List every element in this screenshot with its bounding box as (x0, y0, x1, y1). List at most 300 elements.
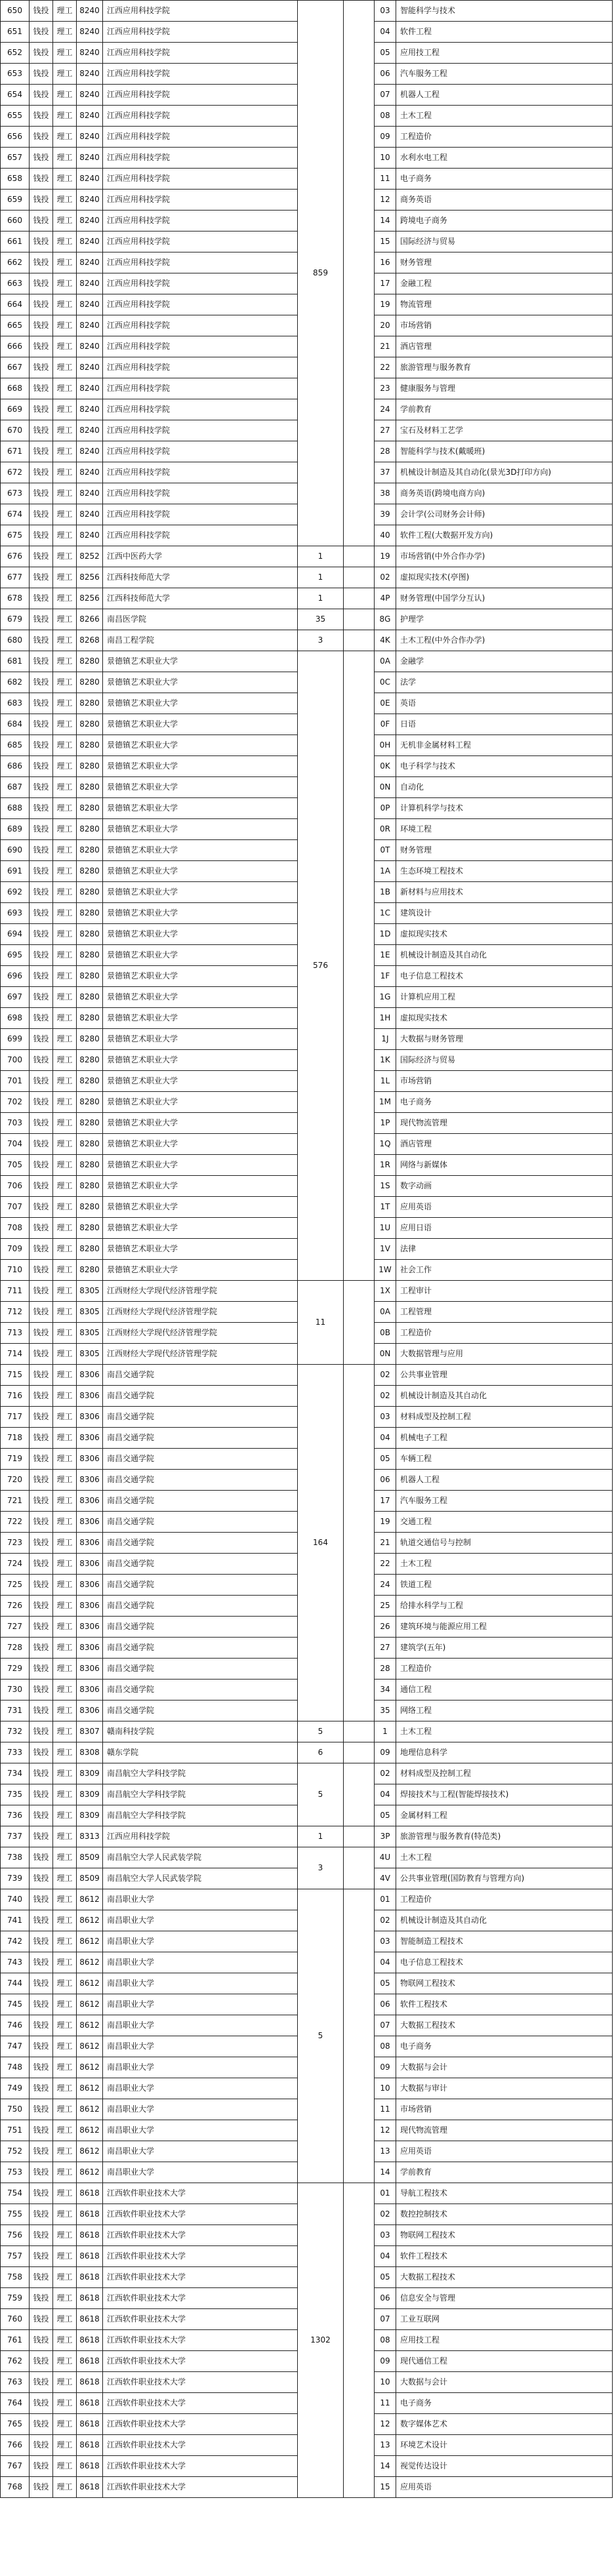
seq-cell: 697 (1, 987, 30, 1008)
major-name-cell: 法学 (396, 672, 613, 693)
seq-cell: 729 (1, 1659, 30, 1680)
school-name-cell: 江西应用科技学院 (103, 294, 298, 315)
category-cell: 理工 (53, 2330, 77, 2351)
category-cell: 理工 (53, 127, 77, 148)
school-name-cell: 江西应用科技学院 (103, 106, 298, 127)
seq-cell: 664 (1, 294, 30, 315)
category-cell: 理工 (53, 567, 77, 588)
batch-cell: 钱投 (30, 294, 53, 315)
seq-cell: 660 (1, 211, 30, 231)
batch-cell: 钱投 (30, 1638, 53, 1659)
school-code-cell: 8618 (77, 2456, 103, 2477)
major-code-cell: 20 (375, 315, 396, 336)
batch-cell: 钱投 (30, 504, 53, 525)
category-cell: 理工 (53, 1910, 77, 1931)
table-row (1, 630, 613, 651)
category-cell: 理工 (53, 1973, 77, 1994)
school-name-cell: 南昌交通学院 (103, 1512, 298, 1533)
category-cell: 理工 (53, 1826, 77, 1847)
category-cell: 理工 (53, 441, 77, 462)
batch-cell: 钱投 (30, 2435, 53, 2456)
plan-count-cell: 5 (298, 1889, 344, 2183)
major-name-cell: 虚拟现实技术 (396, 924, 613, 945)
category-cell: 理工 (53, 2099, 77, 2120)
category-cell: 理工 (53, 1763, 77, 1784)
school-name-cell: 南昌交通学院 (103, 1428, 298, 1449)
seq-cell: 743 (1, 1952, 30, 1973)
major-name-cell: 日语 (396, 714, 613, 735)
batch-cell: 钱投 (30, 252, 53, 273)
school-code-cell: 8240 (77, 336, 103, 357)
major-code-cell: 03 (375, 2225, 396, 2246)
school-code-cell: 8612 (77, 1973, 103, 1994)
major-name-cell: 健康服务与管理 (396, 378, 613, 399)
batch-cell: 钱投 (30, 1029, 53, 1050)
school-code-cell: 8280 (77, 651, 103, 672)
plan-count-extra-cell (344, 567, 375, 588)
major-name-cell: 工程管理 (396, 1302, 613, 1323)
school-name-cell: 江西软件职业技术大学 (103, 2309, 298, 2330)
seq-cell: 765 (1, 2414, 30, 2435)
school-name-cell: 南昌职业大学 (103, 2078, 298, 2099)
seq-cell: 698 (1, 1008, 30, 1029)
school-name-cell: 南昌航空大学科技学院 (103, 1784, 298, 1805)
table-row (1, 1763, 613, 1784)
major-code-cell: 19 (375, 294, 396, 315)
category-cell: 理工 (53, 1428, 77, 1449)
school-name-cell: 景德镇艺术职业大学 (103, 882, 298, 903)
batch-cell: 钱投 (30, 1, 53, 22)
category-cell: 理工 (53, 231, 77, 252)
category-cell: 理工 (53, 2288, 77, 2309)
category-cell: 理工 (53, 882, 77, 903)
school-code-cell: 8240 (77, 357, 103, 378)
plan-count-extra-cell (344, 1721, 375, 1742)
seq-cell: 761 (1, 2330, 30, 2351)
category-cell: 理工 (53, 336, 77, 357)
major-code-cell: 14 (375, 2456, 396, 2477)
seq-cell: 736 (1, 1805, 30, 1826)
batch-cell: 钱投 (30, 1134, 53, 1155)
category-cell: 理工 (53, 504, 77, 525)
major-name-cell: 大数据工程技术 (396, 2015, 613, 2036)
plan-count-cell: 1 (298, 588, 344, 609)
major-name-cell: 护理学 (396, 609, 613, 630)
major-name-cell: 土木工程 (396, 106, 613, 127)
batch-cell: 钱投 (30, 1449, 53, 1470)
school-name-cell: 南昌航空大学人民武装学院 (103, 1847, 298, 1868)
school-code-cell: 8240 (77, 273, 103, 294)
major-code-cell: 06 (375, 2288, 396, 2309)
school-code-cell: 8618 (77, 2267, 103, 2288)
seq-cell: 739 (1, 1868, 30, 1889)
category-cell: 理工 (53, 1596, 77, 1617)
plan-count-cell: 11 (298, 1281, 344, 1365)
major-code-cell: 11 (375, 169, 396, 190)
seq-cell: 710 (1, 1260, 30, 1281)
category-cell: 理工 (53, 315, 77, 336)
major-code-cell: 0C (375, 672, 396, 693)
major-name-cell: 虚拟现实技术 (396, 1008, 613, 1029)
school-code-cell: 8612 (77, 2015, 103, 2036)
major-name-cell: 应用日语 (396, 1218, 613, 1239)
major-name-cell: 焊接技术与工程(智能焊接技术) (396, 1784, 613, 1805)
batch-cell: 钱投 (30, 2477, 53, 2498)
seq-cell: 667 (1, 357, 30, 378)
school-code-cell: 8280 (77, 798, 103, 819)
table-row (1, 1889, 613, 1910)
batch-cell: 钱投 (30, 882, 53, 903)
category-cell: 理工 (53, 2267, 77, 2288)
category-cell: 理工 (53, 1952, 77, 1973)
major-code-cell: 1W (375, 1260, 396, 1281)
batch-cell: 钱投 (30, 2393, 53, 2414)
major-code-cell: 1S (375, 1176, 396, 1197)
batch-cell: 钱投 (30, 903, 53, 924)
category-cell: 理工 (53, 924, 77, 945)
major-code-cell: 22 (375, 357, 396, 378)
school-name-cell: 江西应用科技学院 (103, 43, 298, 64)
batch-cell: 钱投 (30, 1365, 53, 1386)
batch-cell: 钱投 (30, 2372, 53, 2393)
category-cell: 理工 (53, 22, 77, 43)
major-name-cell: 电子商务 (396, 2036, 613, 2057)
category-cell: 理工 (53, 2015, 77, 2036)
major-code-cell: 27 (375, 420, 396, 441)
category-cell: 理工 (53, 1155, 77, 1176)
seq-cell: 655 (1, 106, 30, 127)
major-name-cell: 电子信息工程技术 (396, 966, 613, 987)
school-code-cell: 8612 (77, 1889, 103, 1910)
major-code-cell: 01 (375, 1889, 396, 1910)
school-name-cell: 江西软件职业技术大学 (103, 2183, 298, 2204)
seq-cell: 672 (1, 462, 30, 483)
major-code-cell: 02 (375, 2204, 396, 2225)
major-code-cell: 0A (375, 651, 396, 672)
category-cell: 理工 (53, 1701, 77, 1721)
batch-cell: 钱投 (30, 1701, 53, 1721)
major-name-cell: 市场营销 (396, 1071, 613, 1092)
major-code-cell: 15 (375, 231, 396, 252)
major-name-cell: 金属材料工程 (396, 1805, 613, 1826)
school-name-cell: 南昌交通学院 (103, 1386, 298, 1407)
school-code-cell: 8240 (77, 106, 103, 127)
category-cell: 理工 (53, 1050, 77, 1071)
seq-cell: 661 (1, 231, 30, 252)
school-name-cell: 江西应用科技学院 (103, 252, 298, 273)
school-code-cell: 8280 (77, 1071, 103, 1092)
seq-cell: 682 (1, 672, 30, 693)
table-row (1, 2183, 613, 2204)
school-name-cell: 江西软件职业技术大学 (103, 2414, 298, 2435)
major-code-cell: 27 (375, 1638, 396, 1659)
batch-cell: 钱投 (30, 2330, 53, 2351)
school-code-cell: 8280 (77, 1260, 103, 1281)
major-name-cell: 应用技工程 (396, 43, 613, 64)
major-code-cell: 0N (375, 1344, 396, 1365)
major-code-cell: 04 (375, 2246, 396, 2267)
table-row (1, 651, 613, 672)
seq-cell: 754 (1, 2183, 30, 2204)
table-row (1, 1742, 613, 1763)
seq-cell: 687 (1, 777, 30, 798)
batch-cell: 钱投 (30, 2057, 53, 2078)
school-name-cell: 景德镇艺术职业大学 (103, 1260, 298, 1281)
category-cell: 理工 (53, 2141, 77, 2162)
seq-cell: 688 (1, 798, 30, 819)
major-code-cell: 0E (375, 693, 396, 714)
major-code-cell: 35 (375, 1701, 396, 1721)
table-row (1, 1365, 613, 1386)
category-cell: 理工 (53, 693, 77, 714)
seq-cell: 656 (1, 127, 30, 148)
school-code-cell: 8280 (77, 714, 103, 735)
seq-cell: 693 (1, 903, 30, 924)
batch-cell: 钱投 (30, 1155, 53, 1176)
batch-cell: 钱投 (30, 609, 53, 630)
school-code-cell: 8240 (77, 525, 103, 546)
plan-count-cell: 5 (298, 1763, 344, 1826)
school-code-cell: 8612 (77, 2099, 103, 2120)
major-code-cell: 0N (375, 777, 396, 798)
category-cell: 理工 (53, 1302, 77, 1323)
school-name-cell: 景德镇艺术职业大学 (103, 1155, 298, 1176)
major-name-cell: 学前教育 (396, 399, 613, 420)
major-code-cell: 0F (375, 714, 396, 735)
major-code-cell: 14 (375, 211, 396, 231)
major-code-cell: 01 (375, 2183, 396, 2204)
school-name-cell: 景德镇艺术职业大学 (103, 987, 298, 1008)
batch-cell: 钱投 (30, 1092, 53, 1113)
major-name-cell: 软件工程 (396, 22, 613, 43)
plan-count-extra-cell (344, 1826, 375, 1847)
batch-cell: 钱投 (30, 924, 53, 945)
batch-cell: 钱投 (30, 2120, 53, 2141)
batch-cell: 钱投 (30, 588, 53, 609)
seq-cell: 756 (1, 2225, 30, 2246)
school-name-cell: 景德镇艺术职业大学 (103, 819, 298, 840)
major-code-cell: 1H (375, 1008, 396, 1029)
seq-cell: 673 (1, 483, 30, 504)
school-code-cell: 8612 (77, 1952, 103, 1973)
category-cell: 理工 (53, 1512, 77, 1533)
major-name-cell: 土木工程 (396, 1554, 613, 1575)
category-cell: 理工 (53, 756, 77, 777)
seq-cell: 709 (1, 1239, 30, 1260)
batch-cell: 钱投 (30, 735, 53, 756)
plan-count-cell: 1302 (298, 2183, 344, 2498)
seq-cell: 659 (1, 190, 30, 211)
seq-cell: 674 (1, 504, 30, 525)
major-name-cell: 物联网工程技术 (396, 2225, 613, 2246)
school-code-cell: 8618 (77, 2204, 103, 2225)
school-code-cell: 8618 (77, 2225, 103, 2246)
major-name-cell: 大数据与会计 (396, 2057, 613, 2078)
batch-cell: 钱投 (30, 2225, 53, 2246)
major-code-cell: 26 (375, 1617, 396, 1638)
major-name-cell: 公共事业管理 (396, 1365, 613, 1386)
school-code-cell: 8256 (77, 588, 103, 609)
seq-cell: 690 (1, 840, 30, 861)
batch-cell: 钱投 (30, 1281, 53, 1302)
major-name-cell: 建筑学(五年) (396, 1638, 613, 1659)
plan-count-extra-cell (344, 588, 375, 609)
category-cell: 理工 (53, 2246, 77, 2267)
seq-cell: 712 (1, 1302, 30, 1323)
plan-count-extra-cell (344, 1281, 375, 1365)
batch-cell: 钱投 (30, 1680, 53, 1701)
major-code-cell: 10 (375, 2078, 396, 2099)
school-name-cell: 景德镇艺术职业大学 (103, 924, 298, 945)
seq-cell: 657 (1, 148, 30, 169)
school-name-cell: 南昌职业大学 (103, 1973, 298, 1994)
plan-count-extra-cell (344, 1763, 375, 1826)
school-code-cell: 8618 (77, 2414, 103, 2435)
major-code-cell: 1C (375, 903, 396, 924)
batch-cell: 钱投 (30, 2162, 53, 2183)
batch-cell: 钱投 (30, 1659, 53, 1680)
school-name-cell: 南昌职业大学 (103, 2120, 298, 2141)
seq-cell: 730 (1, 1680, 30, 1701)
school-code-cell: 8305 (77, 1344, 103, 1365)
school-code-cell: 8313 (77, 1826, 103, 1847)
major-code-cell: 1D (375, 924, 396, 945)
seq-cell: 689 (1, 819, 30, 840)
batch-cell: 钱投 (30, 2351, 53, 2372)
major-name-cell: 自动化 (396, 777, 613, 798)
school-code-cell: 8240 (77, 1, 103, 22)
major-name-cell: 网络与新媒体 (396, 1155, 613, 1176)
major-name-cell: 大数据管理与应用 (396, 1344, 613, 1365)
school-code-cell: 8309 (77, 1763, 103, 1784)
major-code-cell: 1X (375, 1281, 396, 1302)
major-name-cell: 现代物流管理 (396, 2120, 613, 2141)
seq-cell: 746 (1, 2015, 30, 2036)
seq-cell: 755 (1, 2204, 30, 2225)
batch-cell: 钱投 (30, 2288, 53, 2309)
category-cell: 理工 (53, 43, 77, 64)
major-code-cell: 0K (375, 756, 396, 777)
major-name-cell: 应用英语 (396, 2477, 613, 2498)
major-name-cell: 电子商务 (396, 2393, 613, 2414)
major-code-cell: 1F (375, 966, 396, 987)
batch-cell: 钱投 (30, 693, 53, 714)
major-name-cell: 金融学 (396, 651, 613, 672)
major-name-cell: 会计学(公司财务会计师) (396, 504, 613, 525)
batch-cell: 钱投 (30, 966, 53, 987)
category-cell: 理工 (53, 2225, 77, 2246)
school-name-cell: 江西应用科技学院 (103, 85, 298, 106)
batch-cell: 钱投 (30, 1763, 53, 1784)
category-cell: 理工 (53, 2078, 77, 2099)
batch-cell: 钱投 (30, 2309, 53, 2330)
batch-cell: 钱投 (30, 1176, 53, 1197)
seq-cell: 708 (1, 1218, 30, 1239)
school-code-cell: 8306 (77, 1659, 103, 1680)
seq-cell: 714 (1, 1344, 30, 1365)
school-code-cell: 8306 (77, 1575, 103, 1596)
category-cell: 理工 (53, 294, 77, 315)
category-cell: 理工 (53, 798, 77, 819)
major-code-cell: 11 (375, 2099, 396, 2120)
school-name-cell: 景德镇艺术职业大学 (103, 1029, 298, 1050)
category-cell: 理工 (53, 1260, 77, 1281)
school-code-cell: 8306 (77, 1701, 103, 1721)
school-name-cell: 江西应用科技学院 (103, 169, 298, 190)
major-name-cell: 地理信息科学 (396, 1742, 613, 1763)
batch-cell: 钱投 (30, 2267, 53, 2288)
school-name-cell: 南昌交通学院 (103, 1701, 298, 1721)
category-cell: 理工 (53, 2372, 77, 2393)
category-cell: 理工 (53, 1638, 77, 1659)
batch-cell: 钱投 (30, 1344, 53, 1365)
batch-cell: 钱投 (30, 840, 53, 861)
major-code-cell: 02 (375, 1910, 396, 1931)
major-name-cell: 应用技工程 (396, 2330, 613, 2351)
major-code-cell: 0A (375, 1302, 396, 1323)
major-code-cell: 15 (375, 2477, 396, 2498)
school-code-cell: 8280 (77, 1239, 103, 1260)
category-cell: 理工 (53, 861, 77, 882)
school-code-cell: 8240 (77, 85, 103, 106)
school-name-cell: 南昌职业大学 (103, 2099, 298, 2120)
major-code-cell: 06 (375, 64, 396, 85)
seq-cell: 742 (1, 1931, 30, 1952)
category-cell: 理工 (53, 399, 77, 420)
category-cell: 理工 (53, 2477, 77, 2498)
seq-cell: 662 (1, 252, 30, 273)
school-code-cell: 8240 (77, 399, 103, 420)
major-code-cell: 0R (375, 819, 396, 840)
category-cell: 理工 (53, 1176, 77, 1197)
major-code-cell: 28 (375, 1659, 396, 1680)
batch-cell: 钱投 (30, 1491, 53, 1512)
school-code-cell: 8240 (77, 378, 103, 399)
category-cell: 理工 (53, 1197, 77, 1218)
batch-cell: 钱投 (30, 1239, 53, 1260)
school-name-cell: 景德镇艺术职业大学 (103, 1008, 298, 1029)
school-code-cell: 8306 (77, 1680, 103, 1701)
category-cell: 理工 (53, 2036, 77, 2057)
major-code-cell: 1B (375, 882, 396, 903)
school-code-cell: 8612 (77, 2120, 103, 2141)
plan-count-cell: 3 (298, 1847, 344, 1889)
major-code-cell: 0B (375, 1323, 396, 1344)
major-code-cell: 19 (375, 1512, 396, 1533)
school-name-cell: 江西应用科技学院 (103, 336, 298, 357)
seq-cell: 704 (1, 1134, 30, 1155)
major-code-cell: 1M (375, 1092, 396, 1113)
category-cell: 理工 (53, 1071, 77, 1092)
batch-cell: 钱投 (30, 1470, 53, 1491)
major-name-cell: 新材料与应用技术 (396, 882, 613, 903)
category-cell: 理工 (53, 1, 77, 22)
batch-cell: 钱投 (30, 1533, 53, 1554)
category-cell: 理工 (53, 211, 77, 231)
major-name-cell: 软件工程技术 (396, 1994, 613, 2015)
seq-cell: 695 (1, 945, 30, 966)
major-code-cell: 17 (375, 1491, 396, 1512)
plan-count-extra-cell (344, 2183, 375, 2498)
school-name-cell: 南昌交通学院 (103, 1638, 298, 1659)
batch-cell: 钱投 (30, 1302, 53, 1323)
major-name-cell: 环境艺术设计 (396, 2435, 613, 2456)
major-code-cell: 4U (375, 1847, 396, 1868)
school-name-cell: 南昌职业大学 (103, 2141, 298, 2162)
major-code-cell: 1J (375, 1029, 396, 1050)
school-code-cell: 8240 (77, 169, 103, 190)
category-cell: 理工 (53, 672, 77, 693)
